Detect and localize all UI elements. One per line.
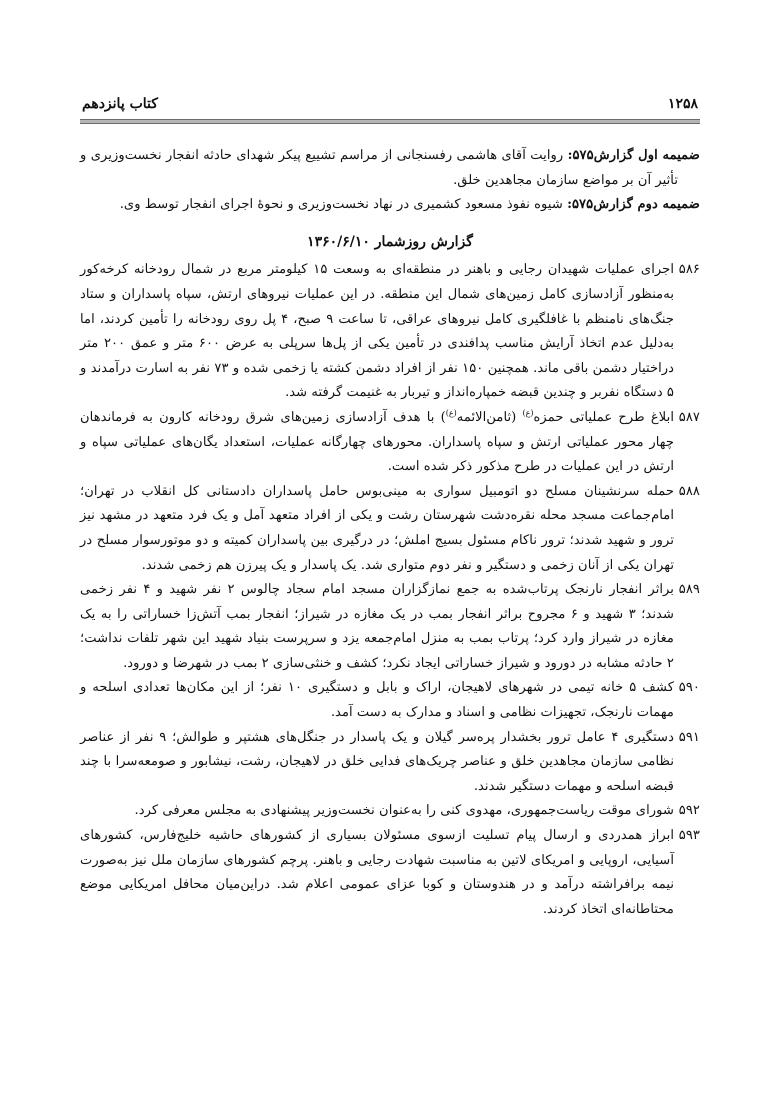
header-rule (80, 119, 700, 124)
entry-text: دستگیری ۴ عامل ترور بخشدار پره‌سر گیلان و یک پاسدار در جنگل‌های هشتپر و طوالش؛ ۹ نفر از عناصر نظامی سازمان مجاهدین خلق و عناصر چریک‌های فدایی خلق در لاهیجان، رشت، نیشابور و صومعه‌سرا با چند قبضه اسلحه و مهمات دستگیر شدند. (80, 729, 674, 794)
entry-text: کشف ۵ خانه تیمی در شهرهای لاهیجان، اراک و بابل و دستگیری ۱۰ نفر؛ از این مکان‌ها تعدادی اسلحه و مهمات نارنجک، تجهیزات نظامی و اسناد و مدارک به دست آمد. (80, 680, 674, 721)
book-title: کتاب پانزدهم (82, 96, 158, 112)
entry-592 (80, 799, 700, 824)
entry-text: حمله سرنشینان مسلح دو اتومبیل سواری به مینی‌بوس حامل پاسداران دادستانی کل انقلاب در تهران؛ امام‌جماعت مسجد محله نقره‌دشت شهرستان رشت و یکی از افراد متعهد آمل و یک فرد متعهد در مشهد نیز ترور و شهید شدند؛ ترور ناکام مسئول بسیج املش؛ در درگیری بین پاسداران کمیته و دو موتورسوار مسلح در تهران یکی از آنان زخمی و دستگیر و نفر دوم متواری شد. یک پاسدار و یک پیرزن هم زخمی شدند. (80, 483, 674, 573)
entry-589 (80, 578, 700, 676)
entry-text: براثر انفجار نارنجک پرتاب‌شده به جمع نمازگزاران مسجد امام سجاد چالوس ۲ نفر شهید و ۴ نفر زخمی شدند؛ ۳ شهید و ۶ مجروح براثر انفجار بمب در یک مغازه در شیراز؛ انفجار بمب آتش‌زا خساراتی را به یک مغازه در شیراز وارد کرد؛ پرتاب بمب به منزل امام‌جمعه یزد و سرپرست بنیاد شهید این شهر تلفات نداشت؛ ۲ حادثه مشابه در دورود و شیراز خساراتی ایجاد نکرد؛ کشف و خنثی‌سازی ۲ بمب در شهرضا و دورود. (80, 582, 674, 671)
entry-590 (80, 676, 700, 725)
entry-number: ۵۸۹ (678, 582, 700, 598)
entry-593 (80, 824, 700, 922)
entry-591 (80, 726, 700, 800)
page-number: ۱۲۵۸ (667, 96, 698, 112)
entry-text: ) با هدف آزادسازی زمین‌های شرق رودخانه کارون به فرماندهان چهار محور عملیاتی ارتش و سپاه پاسداران. محورهای چهارگانه عملیات، استعداد یگان‌های عملیاتی سپاه و ارتش در این عملیات در طرح مذکور ذکر شده است. (80, 409, 674, 475)
entry-text: ابلاغ طرح عملیاتی حمزه (533, 409, 674, 425)
entry-text: شورای موقت ریاست‌جمهوری، مهدوی کنی را به‌عنوان نخست‌وزیر پیشنهادی به مجلس معرفی کرد. (134, 803, 674, 819)
entry-number: ۵۹۳ (678, 828, 700, 844)
appendix-label: ضمیمه اول گزارش۵۷۵: (567, 148, 700, 163)
entry-number: ۵۸۷ (678, 409, 700, 425)
entry-text: (ثامن‌الائمه (456, 409, 523, 425)
entry-text: ابراز همدردی و ارسال پیام تسلیت ازسوی مسئولان بسیاری از کشورهای حاشیه خلیج‌فارس، کشورهای آسیایی، اروپایی و امریکای لاتین به مناسبت شهادت رجایی و باهنر. پرچم کشورهای سازمان ملل نیز به‌صورت نیمه برافراشته درآمد و در هندوستان و کوبا عزای عمومی اعلام شد. دراین‌میان محافل امریکایی موضع محتاطانه‌ای اتخاذ کردند. (80, 828, 674, 917)
entry-588 (80, 480, 700, 578)
appendix-label: ضمیمه دوم گزارش۵۷۵: (567, 197, 700, 213)
honorific-superscript: (ع) (522, 408, 534, 418)
entry-number: ۵۸۶ (678, 262, 700, 278)
page-body (80, 144, 700, 922)
appendix-text: شیوه نفوذ مسعود کشمیری در نهاد نخست‌وزیری و نحوهٔ اجرای انفجار توسط وی. (119, 197, 568, 213)
running-header (80, 88, 700, 112)
entry-number: ۵۸۸ (678, 483, 700, 499)
honorific-superscript: (ع) (445, 408, 457, 418)
entry-text: اجرای عملیات شهیدان رجایی و باهنر در منطقه‌ای به وسعت ۱۵ کیلومتر مربع در شمال رودخانه کرخه‌کور به‌منظور آزادسازی کامل زمین‌های شمال این منطقه. در این عملیات نیروهای ارتش، سپاه پاسداران و ستاد جنگ‌های نامنظم با غافلگیری کامل نیروهای عراقی، تا ساعت ۹ صبح، ۴ پل روی رودخانه را تأمین کردند، اما به‌دلیل عدم اتخاذ آرایش مناسب پدافندی در تأمین یکی از پل‌ها سرپلی به عرض ۶۰۰ متر و عمق ۲۰۰ متر دراختیار دشمن باقی ماند. همچنین ۱۵۰ نفر از افراد دشمن کشته یا زخمی شده و ۷۳ نفر به اسارت درآمدند و ۵ دستگاه نفربر و چندین قبضه خمپاره‌انداز و تیربار به غنیمت گرفته شد. (80, 262, 674, 401)
entry-587 (80, 406, 700, 480)
appendix-text: روایت آقای هاشمی رفسنجانی از مراسم تشییع پیکر شهدای حادثه انفجار نخست‌وزیری و تأثیر آن بر مواضع سازمان مجاهدین خلق. (80, 148, 678, 188)
book-page (80, 88, 700, 922)
section-title: گزارش روزشمار ۱۳۶۰/۶/۱۰ (307, 233, 473, 250)
entry-number: ۵۹۰ (678, 680, 700, 696)
entry-586 (80, 258, 700, 406)
appendix-2 (80, 193, 700, 218)
entry-number: ۵۹۲ (678, 803, 700, 819)
appendix-1 (80, 144, 700, 193)
entry-number: ۵۹۱ (678, 729, 700, 745)
